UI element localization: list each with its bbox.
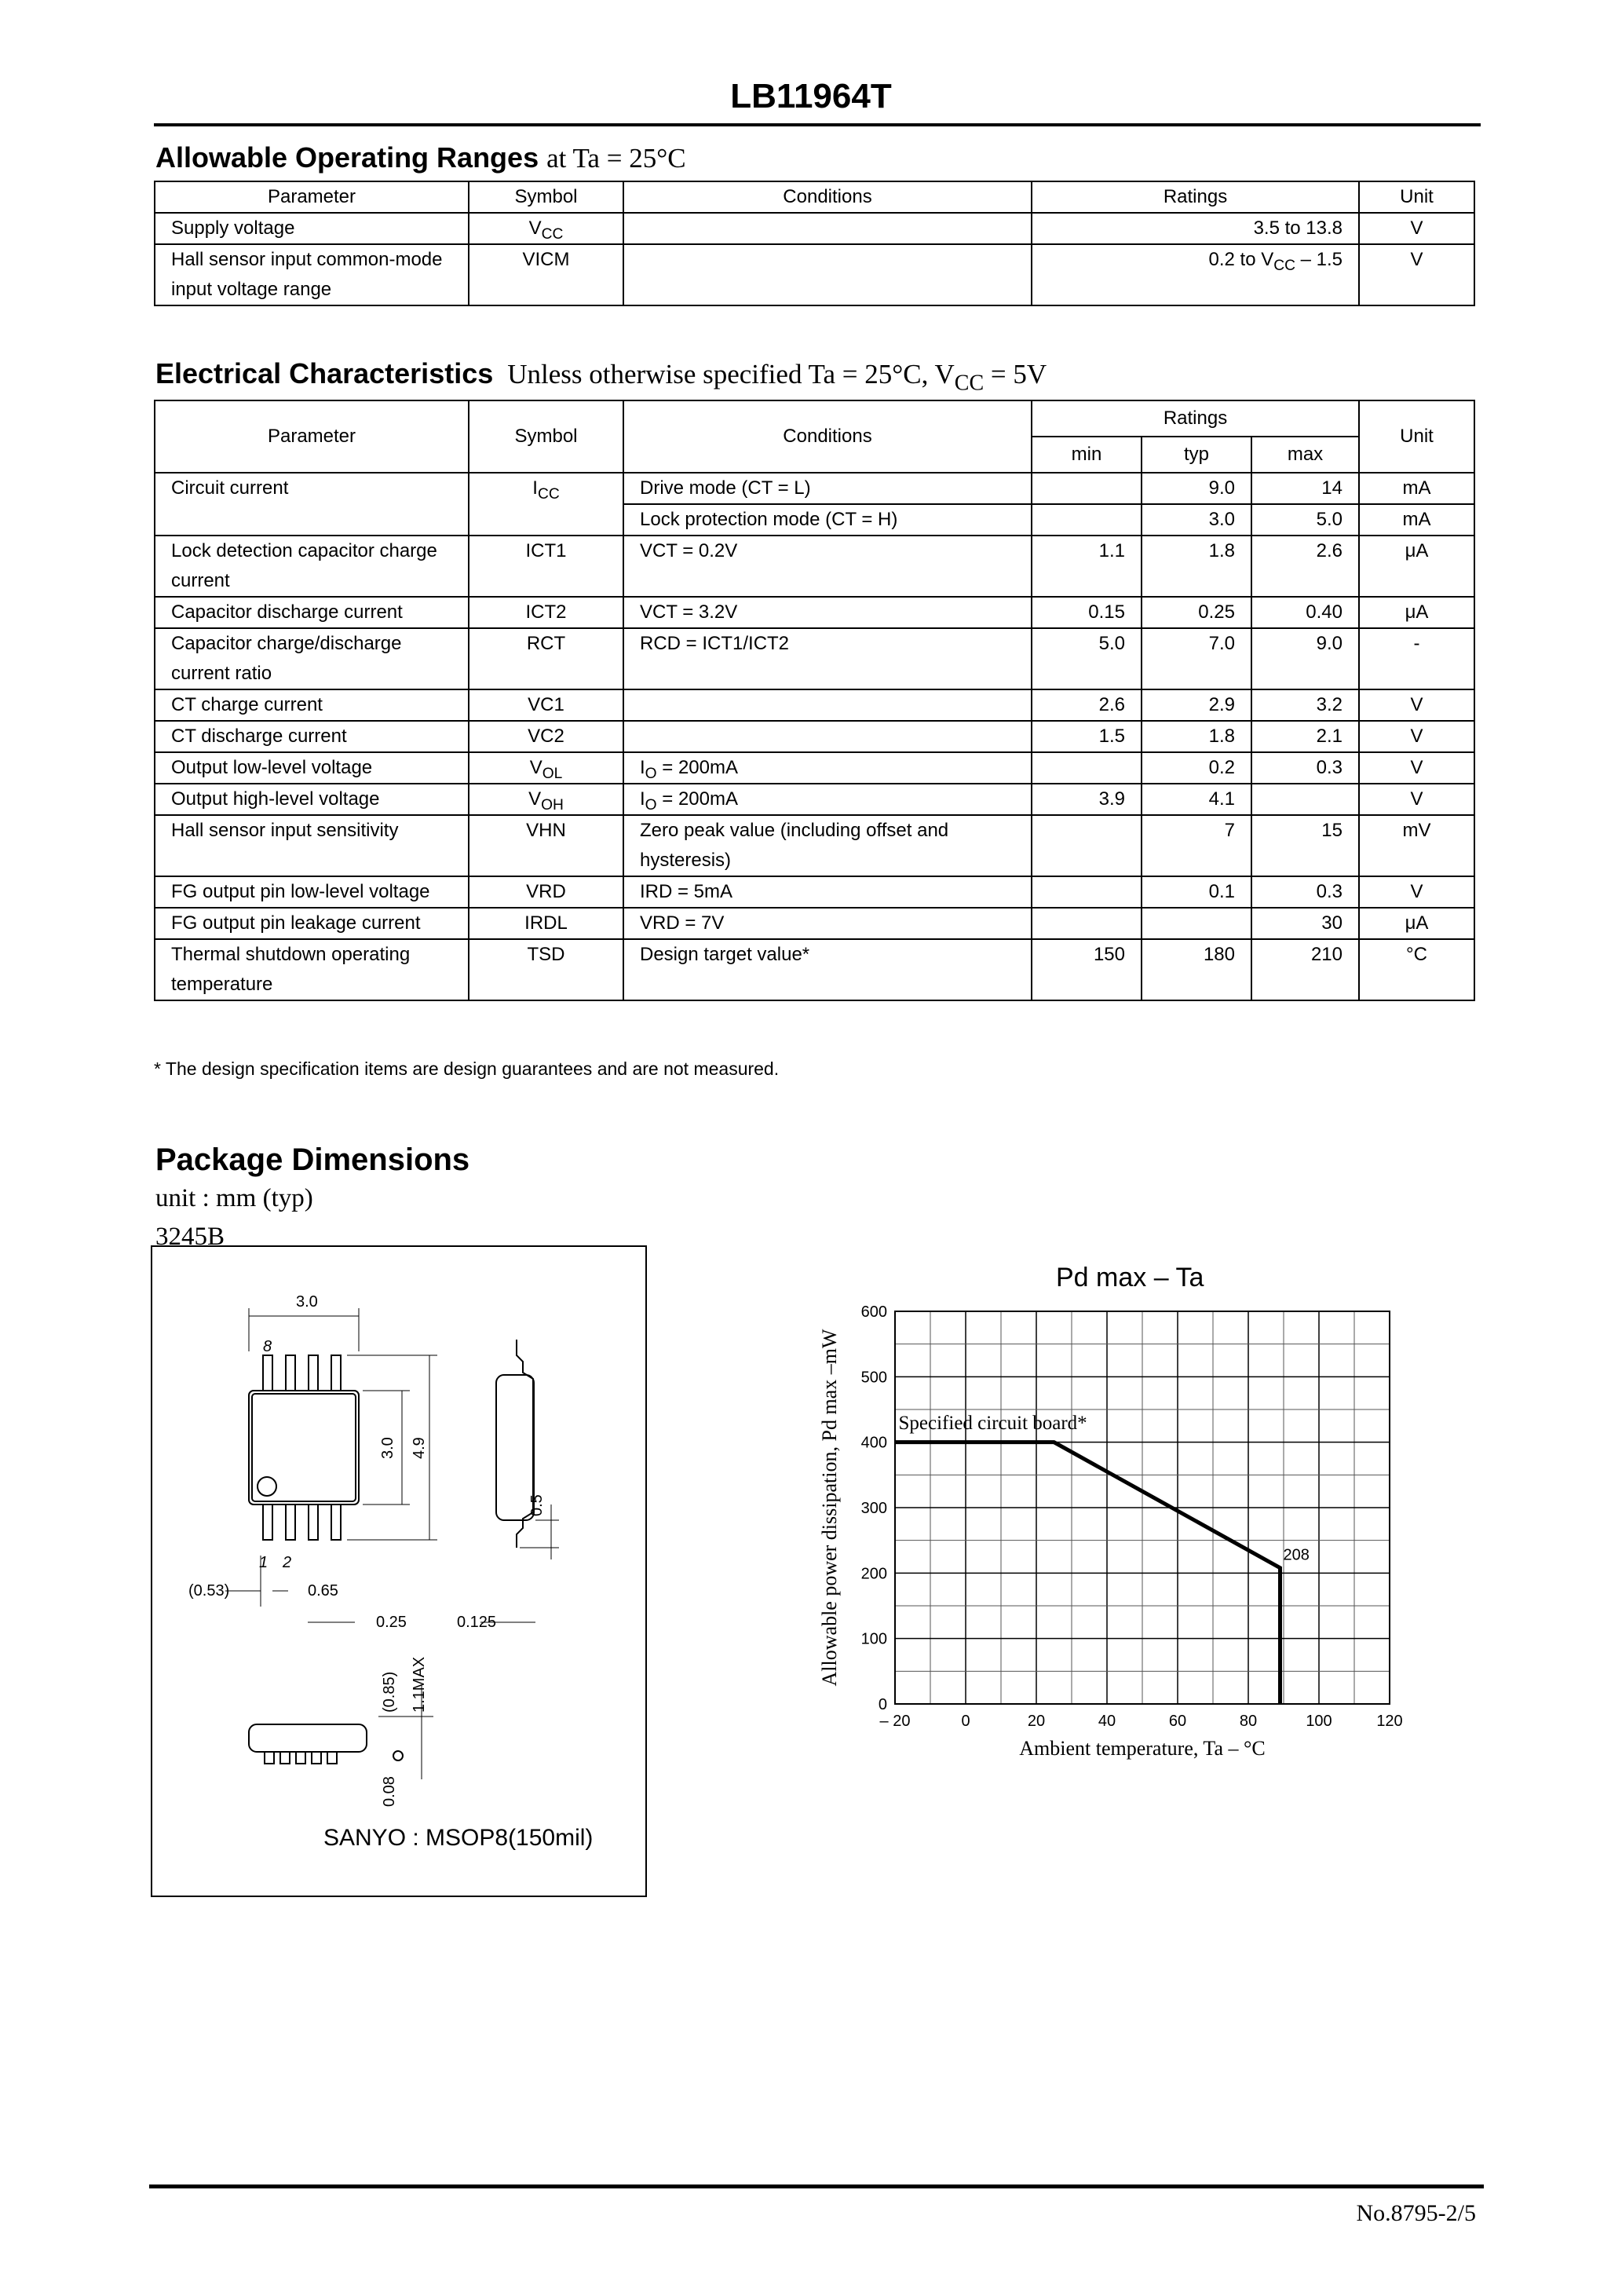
unit-cell: °C — [1359, 939, 1474, 1000]
symbol-cell: $V_{OH}$ — [469, 784, 623, 815]
unit-cell: V — [1359, 876, 1474, 908]
max-cell: 3.2 — [1251, 689, 1359, 721]
pd-ta-chart — [801, 1288, 1445, 1790]
typ-cell: 0.1 — [1142, 876, 1251, 908]
y-tick-label: 600 — [860, 1303, 887, 1321]
param-cell: FG output pin leakage current — [155, 908, 469, 939]
electrical-condition: Unless otherwise specified Ta = 25°C, $V_{CC} = 5V$ — [507, 359, 1047, 396]
ic-body-inner — [252, 1394, 356, 1501]
max-cell: 0.40 — [1251, 597, 1359, 628]
pin-number-label: 2 — [283, 1554, 292, 1571]
conditions-cell: RCD = ICT1/ICT2 — [623, 628, 1032, 689]
param-cell: Circuit current — [155, 473, 469, 536]
typ-cell: 2.9 — [1142, 689, 1251, 721]
min-cell: 0.15 — [1032, 597, 1142, 628]
ic-pin — [286, 1355, 295, 1391]
allowable-header-row — [155, 181, 1474, 213]
ic-body-outline — [249, 1391, 359, 1504]
ic-pin — [286, 1504, 295, 1540]
max-cell: 9.0 — [1251, 628, 1359, 689]
unit-cell: - — [1359, 628, 1474, 689]
conditions-cell — [623, 244, 1032, 305]
y-tick-label: 0 — [878, 1696, 887, 1713]
package-drawing — [151, 1245, 647, 1897]
symbol-cell: $V_{CC}$ — [469, 213, 623, 244]
value-annotation: 208 — [1283, 1546, 1310, 1564]
unit-cell: V — [1359, 244, 1474, 305]
conditions-cell: IRD = 5mA — [623, 876, 1032, 908]
package-name: SANYO : MSOP8(150mil) — [323, 1825, 594, 1851]
footer-rule — [149, 2184, 1484, 2188]
typ-cell: 4.1 — [1142, 784, 1251, 815]
table-row — [155, 244, 1474, 305]
unit-cell: μA — [1359, 536, 1474, 597]
dim-label: 0.25 — [376, 1614, 407, 1631]
max-cell: 2.6 — [1251, 536, 1359, 597]
front-pin — [280, 1752, 290, 1764]
max-cell: 0.3 — [1251, 876, 1359, 908]
allowable-condition: at Ta = 25°C — [546, 143, 686, 174]
param-cell: Capacitor charge/discharge current ratio — [155, 628, 469, 689]
dim-label: 0.08 — [381, 1776, 398, 1807]
dim-label: 0.5 — [528, 1494, 546, 1516]
conditions-cell: VRD = 7V — [623, 908, 1032, 939]
x-axis-label: Ambient temperature, Ta – °C — [1019, 1737, 1266, 1760]
col-header: Symbol — [469, 400, 623, 473]
doc-number: No.8795-2/5 — [1356, 2200, 1476, 2226]
max-cell: 15 — [1251, 815, 1359, 876]
table-row — [155, 815, 1474, 876]
x-tick-label: – 20 — [879, 1713, 911, 1730]
col-header: min — [1032, 437, 1142, 473]
conditions-cell: VCT = 0.2V — [623, 536, 1032, 597]
col-header: Parameter — [155, 181, 469, 213]
param-cell: Hall sensor input common-mode input voltage range — [155, 244, 469, 305]
series-annotation: Specified circuit board* — [898, 1413, 1087, 1434]
header-rule — [154, 123, 1481, 126]
ic-pin — [309, 1355, 318, 1391]
min-cell: 1.5 — [1032, 721, 1142, 752]
symbol-cell: VHN — [469, 815, 623, 876]
max-cell — [1251, 784, 1359, 815]
package-code: 3245B — [155, 1223, 225, 1251]
electrical-header-row — [155, 400, 1474, 437]
max-cell: 30 — [1251, 908, 1359, 939]
table-row — [155, 721, 1474, 752]
param-cell: Output low-level voltage — [155, 752, 469, 784]
front-pin — [327, 1752, 337, 1764]
dim-label: 1.1MAX — [411, 1656, 428, 1713]
allowable-title: Allowable Operating Ranges — [155, 141, 539, 174]
y-tick-label: 300 — [860, 1500, 887, 1517]
x-tick-label: 120 — [1376, 1713, 1403, 1730]
electrical-table — [154, 400, 1475, 1001]
min-cell — [1032, 473, 1142, 504]
col-header: Conditions — [623, 181, 1032, 213]
max-cell: 14 — [1251, 473, 1359, 504]
symbol-cell: ICT1 — [469, 536, 623, 597]
conditions-cell — [623, 689, 1032, 721]
table-row — [155, 784, 1474, 815]
ic-pin — [263, 1504, 272, 1540]
min-cell — [1032, 504, 1142, 536]
y-tick-label: 500 — [860, 1369, 887, 1387]
col-header: Unit — [1359, 400, 1474, 473]
front-pin — [312, 1752, 321, 1764]
typ-cell: 9.0 — [1142, 473, 1251, 504]
conditions-cell — [623, 213, 1032, 244]
typ-cell: 180 — [1142, 939, 1251, 1000]
symbol-cell: $V_{OL}$ — [469, 752, 623, 784]
dim-label: (0.85) — [381, 1671, 398, 1713]
col-header: Parameter — [155, 400, 469, 473]
y-tick-label: 100 — [860, 1630, 887, 1648]
conditions-cell: Drive mode (CT = L) — [623, 473, 1032, 504]
symbol-cell: VC2 — [469, 721, 623, 752]
table-row — [155, 908, 1474, 939]
rating-cell: 0.2 to $V_{CC} - 1.5$ — [1032, 244, 1359, 305]
ic-pin — [309, 1504, 318, 1540]
table-row — [155, 628, 1474, 689]
front-body — [249, 1724, 367, 1752]
param-cell: FG output pin low-level voltage — [155, 876, 469, 908]
symbol-cell: VC1 — [469, 689, 623, 721]
col-header: Unit — [1359, 181, 1474, 213]
col-header: max — [1251, 437, 1359, 473]
ic-pin — [331, 1504, 341, 1540]
conditions-cell: VCT = 3.2V — [623, 597, 1032, 628]
typ-cell: 3.0 — [1142, 504, 1251, 536]
symbol-cell: VRD — [469, 876, 623, 908]
unit-cell: mA — [1359, 473, 1474, 504]
rating-cell: 3.5 to 13.8 — [1032, 213, 1359, 244]
max-cell: 5.0 — [1251, 504, 1359, 536]
typ-cell: 0.25 — [1142, 597, 1251, 628]
front-pin — [265, 1752, 274, 1764]
min-cell: 150 — [1032, 939, 1142, 1000]
x-tick-label: 0 — [961, 1713, 970, 1730]
pin-number-label: 1 — [259, 1554, 269, 1571]
min-cell — [1032, 752, 1142, 784]
symbol-cell: TSD — [469, 939, 623, 1000]
dim-label: 0.65 — [308, 1582, 338, 1600]
allowable-table — [154, 181, 1475, 306]
dim-label: (0.53) — [188, 1582, 230, 1600]
ic-pin — [263, 1355, 272, 1391]
electrical-title: Electrical Characteristics — [155, 357, 494, 389]
symbol-cell: VICM — [469, 244, 623, 305]
page-title: LB11964T — [730, 77, 892, 115]
table-row — [155, 597, 1474, 628]
y-tick-label: 200 — [860, 1565, 887, 1583]
col-header: Conditions — [623, 400, 1032, 473]
allowable-heading — [155, 141, 686, 174]
ic-pin — [331, 1355, 341, 1391]
table-row — [155, 213, 1474, 244]
conditions-cell: Lock protection mode (CT = H) — [623, 504, 1032, 536]
table-row — [155, 536, 1474, 597]
y-axis-label: Allowable power dissipation, Pd max –mW — [818, 1329, 841, 1687]
y-tick-label: 400 — [860, 1434, 887, 1452]
symbol-cell: RCT — [469, 628, 623, 689]
package-title: Package Dimensions — [155, 1143, 470, 1177]
typ-cell: 7.0 — [1142, 628, 1251, 689]
table-row — [155, 689, 1474, 721]
conditions-cell: Zero peak value (including offset and hysteresis) — [623, 815, 1032, 876]
conditions-cell — [623, 721, 1032, 752]
x-tick-label: 100 — [1306, 1713, 1332, 1730]
unit-cell: μA — [1359, 908, 1474, 939]
unit-cell: mV — [1359, 815, 1474, 876]
col-header: Ratings — [1032, 400, 1359, 437]
x-tick-label: 80 — [1239, 1713, 1258, 1730]
table-row — [155, 473, 1474, 504]
min-cell: 1.1 — [1032, 536, 1142, 597]
typ-cell: 7 — [1142, 815, 1251, 876]
dim-label: 3.0 — [296, 1293, 318, 1311]
dim-label: 0.125 — [457, 1614, 497, 1631]
min-cell: 2.6 — [1032, 689, 1142, 721]
unit-cell: mA — [1359, 504, 1474, 536]
dim-label: 4.9 — [411, 1437, 428, 1459]
typ-cell: 0.2 — [1142, 752, 1251, 784]
unit-cell: V — [1359, 721, 1474, 752]
dim-label: 3.0 — [379, 1437, 396, 1459]
param-cell: Lock detection capacitor charge current — [155, 536, 469, 597]
typ-cell — [1142, 908, 1251, 939]
param-cell: Supply voltage — [155, 213, 469, 244]
min-cell: 5.0 — [1032, 628, 1142, 689]
min-cell — [1032, 815, 1142, 876]
typ-cell: 1.8 — [1142, 536, 1251, 597]
pin-number-label: 8 — [263, 1338, 272, 1355]
table-row — [155, 752, 1474, 784]
package-unit: unit : mm (typ) — [155, 1184, 313, 1212]
typ-cell: 1.8 — [1142, 721, 1251, 752]
symbol-cell: $I_{CC}$ — [469, 473, 623, 536]
min-cell — [1032, 908, 1142, 939]
conditions-cell: $I_O = 200mA$ — [623, 784, 1032, 815]
x-tick-label: 40 — [1098, 1713, 1116, 1730]
col-header: typ — [1142, 437, 1251, 473]
electrical-heading — [155, 357, 1047, 396]
unit-cell: V — [1359, 752, 1474, 784]
unit-cell: V — [1359, 689, 1474, 721]
front-pin — [296, 1752, 305, 1764]
max-cell: 0.3 — [1251, 752, 1359, 784]
param-cell: CT discharge current — [155, 721, 469, 752]
max-cell: 2.1 — [1251, 721, 1359, 752]
unit-cell: V — [1359, 213, 1474, 244]
param-cell: Thermal shutdown operating temperature — [155, 939, 469, 1000]
col-header: Ratings — [1032, 181, 1359, 213]
chart-title: Pd max – Ta — [1056, 1263, 1204, 1292]
x-tick-label: 60 — [1168, 1713, 1187, 1730]
pin1-marker — [258, 1477, 276, 1496]
unit-cell: μA — [1359, 597, 1474, 628]
unit-cell: V — [1359, 784, 1474, 815]
min-cell — [1032, 876, 1142, 908]
footnote: * The design specification items are design guarantees and are not measured. — [154, 1058, 780, 1079]
conditions-cell: Design target value* — [623, 939, 1032, 1000]
col-header: Symbol — [469, 181, 623, 213]
min-cell: 3.9 — [1032, 784, 1142, 815]
symbol-cell: ICT2 — [469, 597, 623, 628]
front-marker — [393, 1751, 403, 1760]
table-row — [155, 876, 1474, 908]
conditions-cell: $I_O = 200mA$ — [623, 752, 1032, 784]
param-cell: Hall sensor input sensitivity — [155, 815, 469, 876]
x-tick-label: 20 — [1027, 1713, 1046, 1730]
param-cell: Capacitor discharge current — [155, 597, 469, 628]
symbol-cell: IRDL — [469, 908, 623, 939]
table-row — [155, 939, 1474, 1000]
param-cell: CT charge current — [155, 689, 469, 721]
param-cell: Output high-level voltage — [155, 784, 469, 815]
max-cell: 210 — [1251, 939, 1359, 1000]
